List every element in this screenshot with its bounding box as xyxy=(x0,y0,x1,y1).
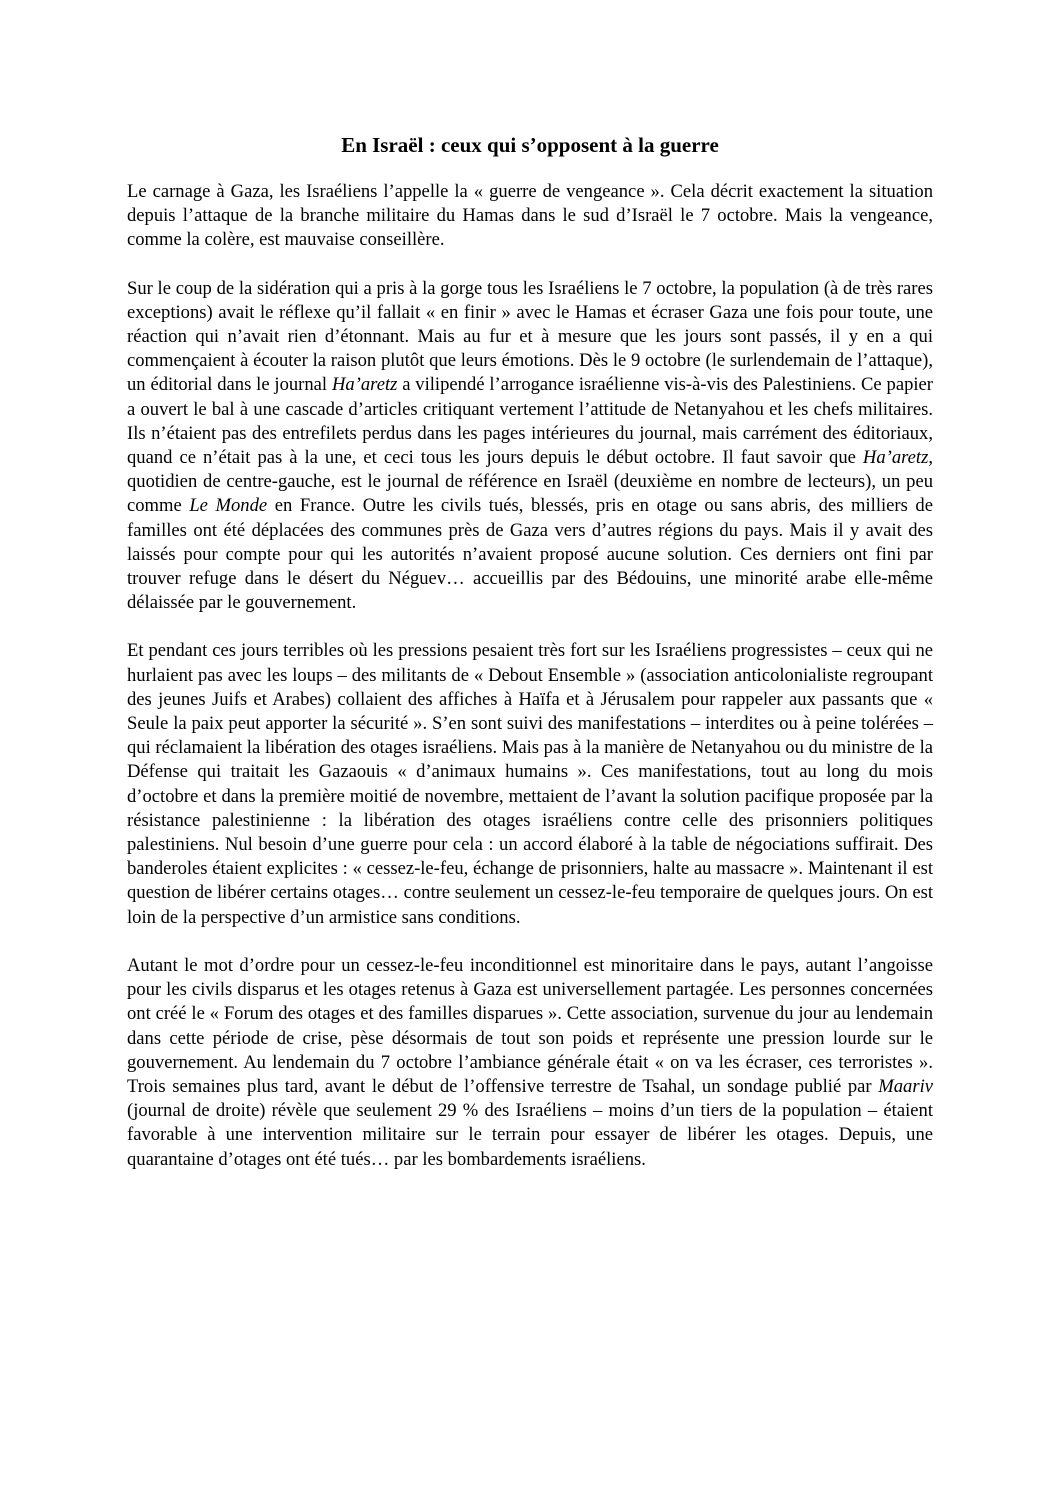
paragraph-4 xyxy=(127,954,933,1172)
paragraph-2 xyxy=(127,277,933,616)
text-segment: a vilipendé l’arrogance israélienne vis-à-vis des Palestiniens. Ce papier a ouvert le bal à une cascade d’articles critiquant vertement l’attitude de Netanyahou et les chefs militaires. Ils n’étaient pas des entrefilets perdus dans les pages intérieures du journal, mais carrément des éditoriaux, quand ce n’était pas à la une, et ceci tous les jours depuis le début octobre. Il faut savoir que xyxy=(127,374,933,469)
text-segment: Autant le mot d’ordre pour un cessez-le-feu inconditionnel est minoritaire dans le pays, autant l’angoisse pour les civils disparus et les otages retenus à Gaza est universellement partagée. Les personnes concernées ont créé le « Forum des otages et des familles disparues ». Cette association, survenue du jour au lendemain dans cette période de crise, pèse désormais de tout son poids et représente une pression lourde sur le gouvernement. Au lendemain du 7 octobre l’ambiance générale était « on va les écraser, ces terroristes ». Trois semaines plus tard, avant le début de l’offensive terrestre de Tsahal, un sondage publié par xyxy=(127,954,933,1097)
text-segment: (journal de droite) révèle que seulement 29 % des Israéliens – moins d’un tiers de la population – étaient favorable à une intervention militaire sur le terrain pour essayer de libérer les otages. Depuis, une quarantaine d’otages ont été tués… par les bombardements israéliens. xyxy=(127,1100,933,1170)
text-segment: Le carnage à Gaza, les Israéliens l’appelle la « guerre de vengeance ». Cela décrit exactement la situation depuis l’attaque de la branche militaire du Hamas dans le sud d’Israël le 7 octobre. Mais la vengeance, comme la colère, est mauvaise conseillère. xyxy=(127,181,933,251)
newspaper-title: Ha’aretz xyxy=(331,374,398,396)
newspaper-title: Ha’aretz xyxy=(862,447,929,469)
paragraph-3 xyxy=(127,639,933,929)
newspaper-title: Maariv xyxy=(878,1075,933,1097)
text-segment: Et pendant ces jours terribles où les pressions pesaient très fort sur les Israéliens progressistes – ceux qui ne hurlaient pas avec les loups – des militants de « Debout Ensemble » (association anticolonialiste regroupant des jeunes Juifs et Arabes) collaient des affiches à Haïfa et à Jérusalem pour rappeler aux passants que « Seule la paix peut apporter la sécurité ». S’en sont suivi des manifestations – interdites ou à peine tolérées – qui réclamaient la libération des otages israéliens. Mais pas à la manière de Netanyahou ou du ministre de la Défense qui traitait les Gazaouis « d’animaux humains ». Ces manifestations, tout au long du mois d’octobre et dans la première moitié de novembre, mettaient de l’avant la solution pacifique proposée par la résistance palestinienne : la libération des otages israéliens contre celle des prisonniers politiques palestiniens. Nul besoin d’une guerre pour cela : un accord élaboré à la table de négociations suffirait. Des banderoles étaient explicites : « cessez-le-feu, échange de prisonniers, halte au massacre ». Maintenant il est question de libérer certains otages… contre seulement un cessez-le-feu temporaire de quelques jours. On est loin de la perspective d’un armistice sans conditions. xyxy=(127,640,933,928)
document-page xyxy=(127,132,933,1196)
document-title: En Israël : ceux qui s’opposent à la guerre xyxy=(341,133,719,157)
newspaper-title: Le Monde xyxy=(189,495,268,517)
text-segment: Sur le coup de la sidération qui a pris à la gorge tous les Israéliens le 7 octobre, la population (à de très rares exceptions) avait le réflexe qu’il fallait « en finir » avec le Hamas et écraser Gaza une fois pour toute, une réaction qui n’avait rien d’étonnant. Mais au fur et à mesure que les jours sont passés, il y en a qui commençaient à écouter la raison plutôt que leurs émotions. Dès le 9 octobre (le surlendemain de l’attaque), un éditorial dans le journal xyxy=(127,277,933,396)
text-segment: , quotidien de centre-gauche, est le journal de référence en Israël (deuxième en nombre de lecteurs), un peu comme xyxy=(127,447,933,517)
paragraph-1 xyxy=(127,180,933,253)
text-segment: en France. Outre les civils tués, blessés, pris en otage ou sans abris, des milliers de familles ont été déplacées des communes près de Gaza vers d’autres régions du pays. Mais il y avait des laissés pour compte pour qui les autorités n’avaient proposé aucune solution. Ces derniers ont fini par trouver refuge dans le désert du Néguev… accueillis par des Bédouins, une minorité arabe elle-même délaissée par le gouvernement. xyxy=(127,495,933,614)
